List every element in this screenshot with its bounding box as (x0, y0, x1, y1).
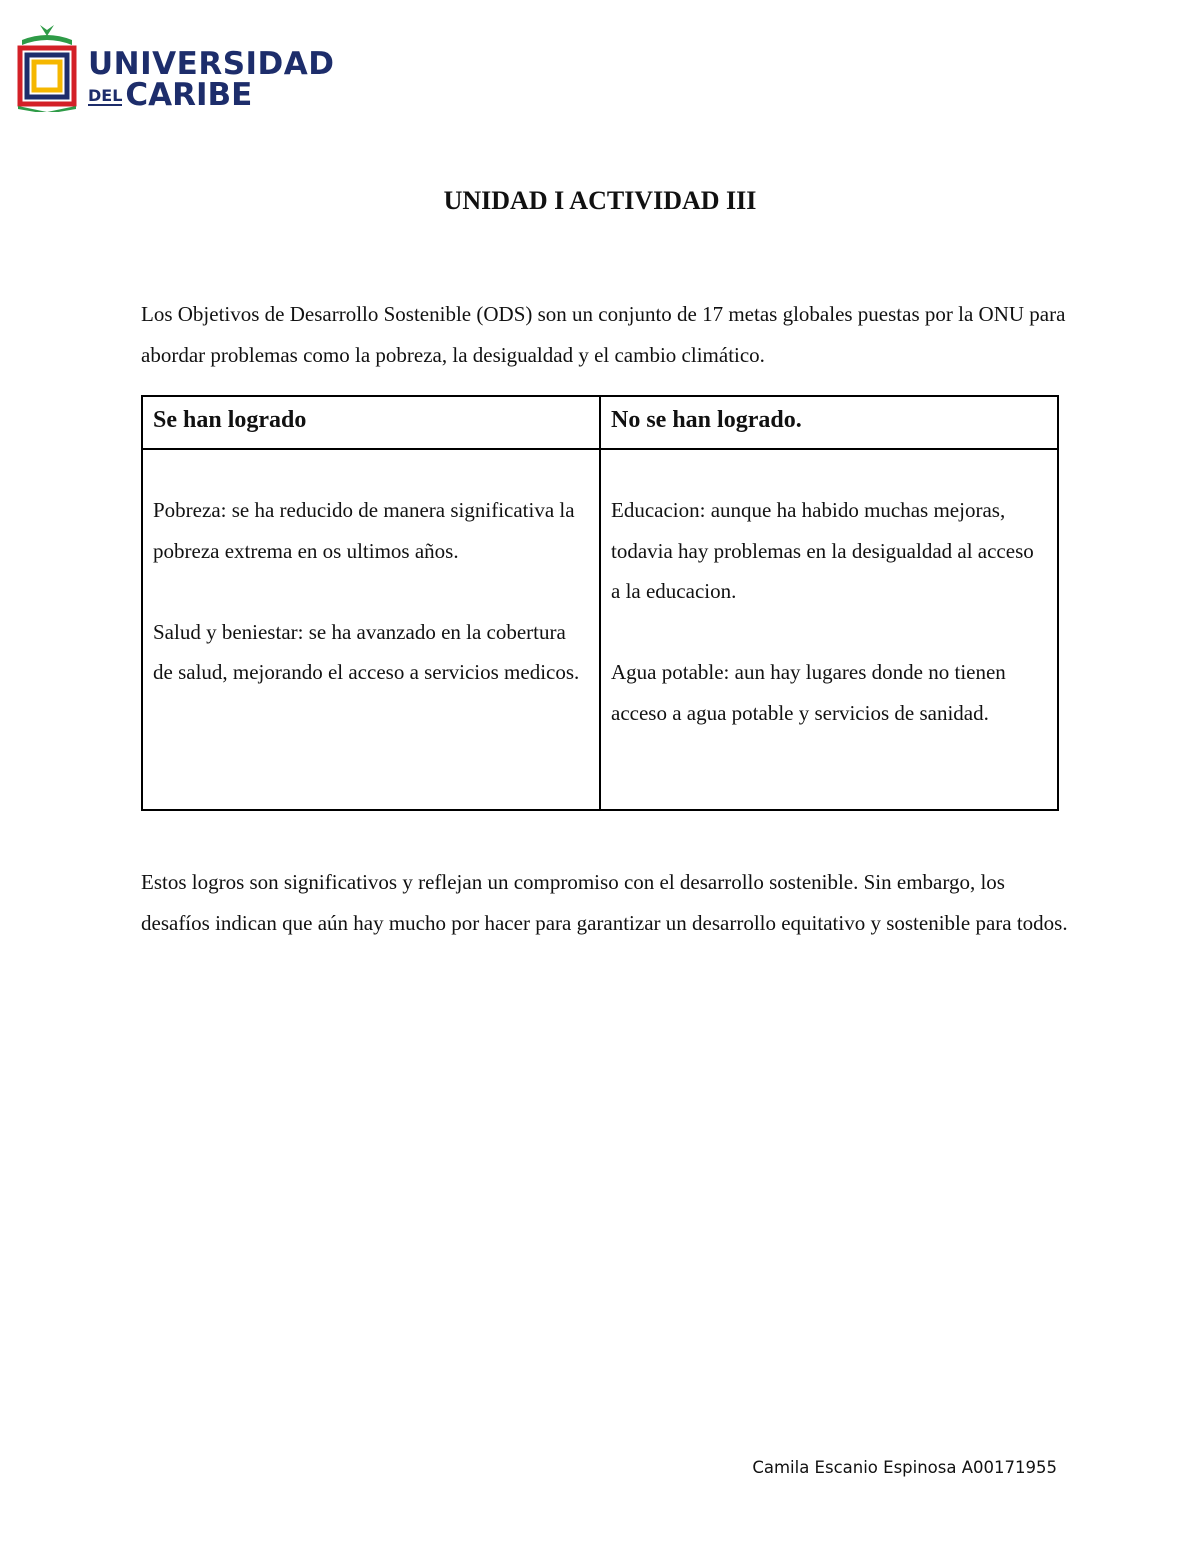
footer-author: Camila Escanio Espinosa A00171955 (752, 1458, 1057, 1477)
logo-text-universidad: UNIVERSIDAD (88, 46, 335, 82)
book-logo-icon (16, 22, 78, 112)
table-header-row (142, 396, 1058, 449)
not-achieved-cell (600, 449, 1058, 810)
logo-text-caribe-row (88, 77, 335, 113)
achieved-item-pobreza: Pobreza: se ha reducido de manera significativa la pobreza extrema en os ultimos años. (153, 498, 575, 563)
not-achieved-item-agua: Agua potable: aun hay lugares donde no tienen acceso a agua potable y servicios de sanidad. (611, 660, 1006, 725)
goals-table (141, 395, 1059, 811)
table-row (142, 449, 1058, 810)
achieved-cell (142, 449, 600, 810)
intro-paragraph: Los Objetivos de Desarrollo Sostenible (ODS) son un conjunto de 17 metas globales puestas por la ONU para abordar problemas como la pobreza, la desigualdad y el cambio climático. (141, 302, 1066, 367)
university-logo (16, 22, 335, 114)
page-title: UNIDAD I ACTIVIDAD III (443, 186, 757, 215)
logo-wordmark (88, 46, 335, 113)
not-achieved-item-educacion: Educacion: aunque ha habido muchas mejoras, todavia hay problemas en la desigualdad al acceso a la educacion. (611, 498, 1034, 603)
logo-text-del: DEL (88, 86, 123, 105)
logo-text-caribe: CARIBE (125, 77, 253, 113)
header-achieved: Se han logrado (142, 396, 600, 449)
closing-paragraph: Estos logros son significativos y reflejan un compromiso con el desarrollo sostenible. Sin embargo, los desafíos indican que aún hay mucho por hacer para garantizar un desarrollo equitativo y sostenible para todos. (141, 870, 1068, 935)
header-not-achieved: No se han logrado. (600, 396, 1058, 449)
achieved-item-salud: Salud y beniestar: se ha avanzado en la cobertura de salud, mejorando el acceso a servicios medicos. (153, 619, 580, 684)
